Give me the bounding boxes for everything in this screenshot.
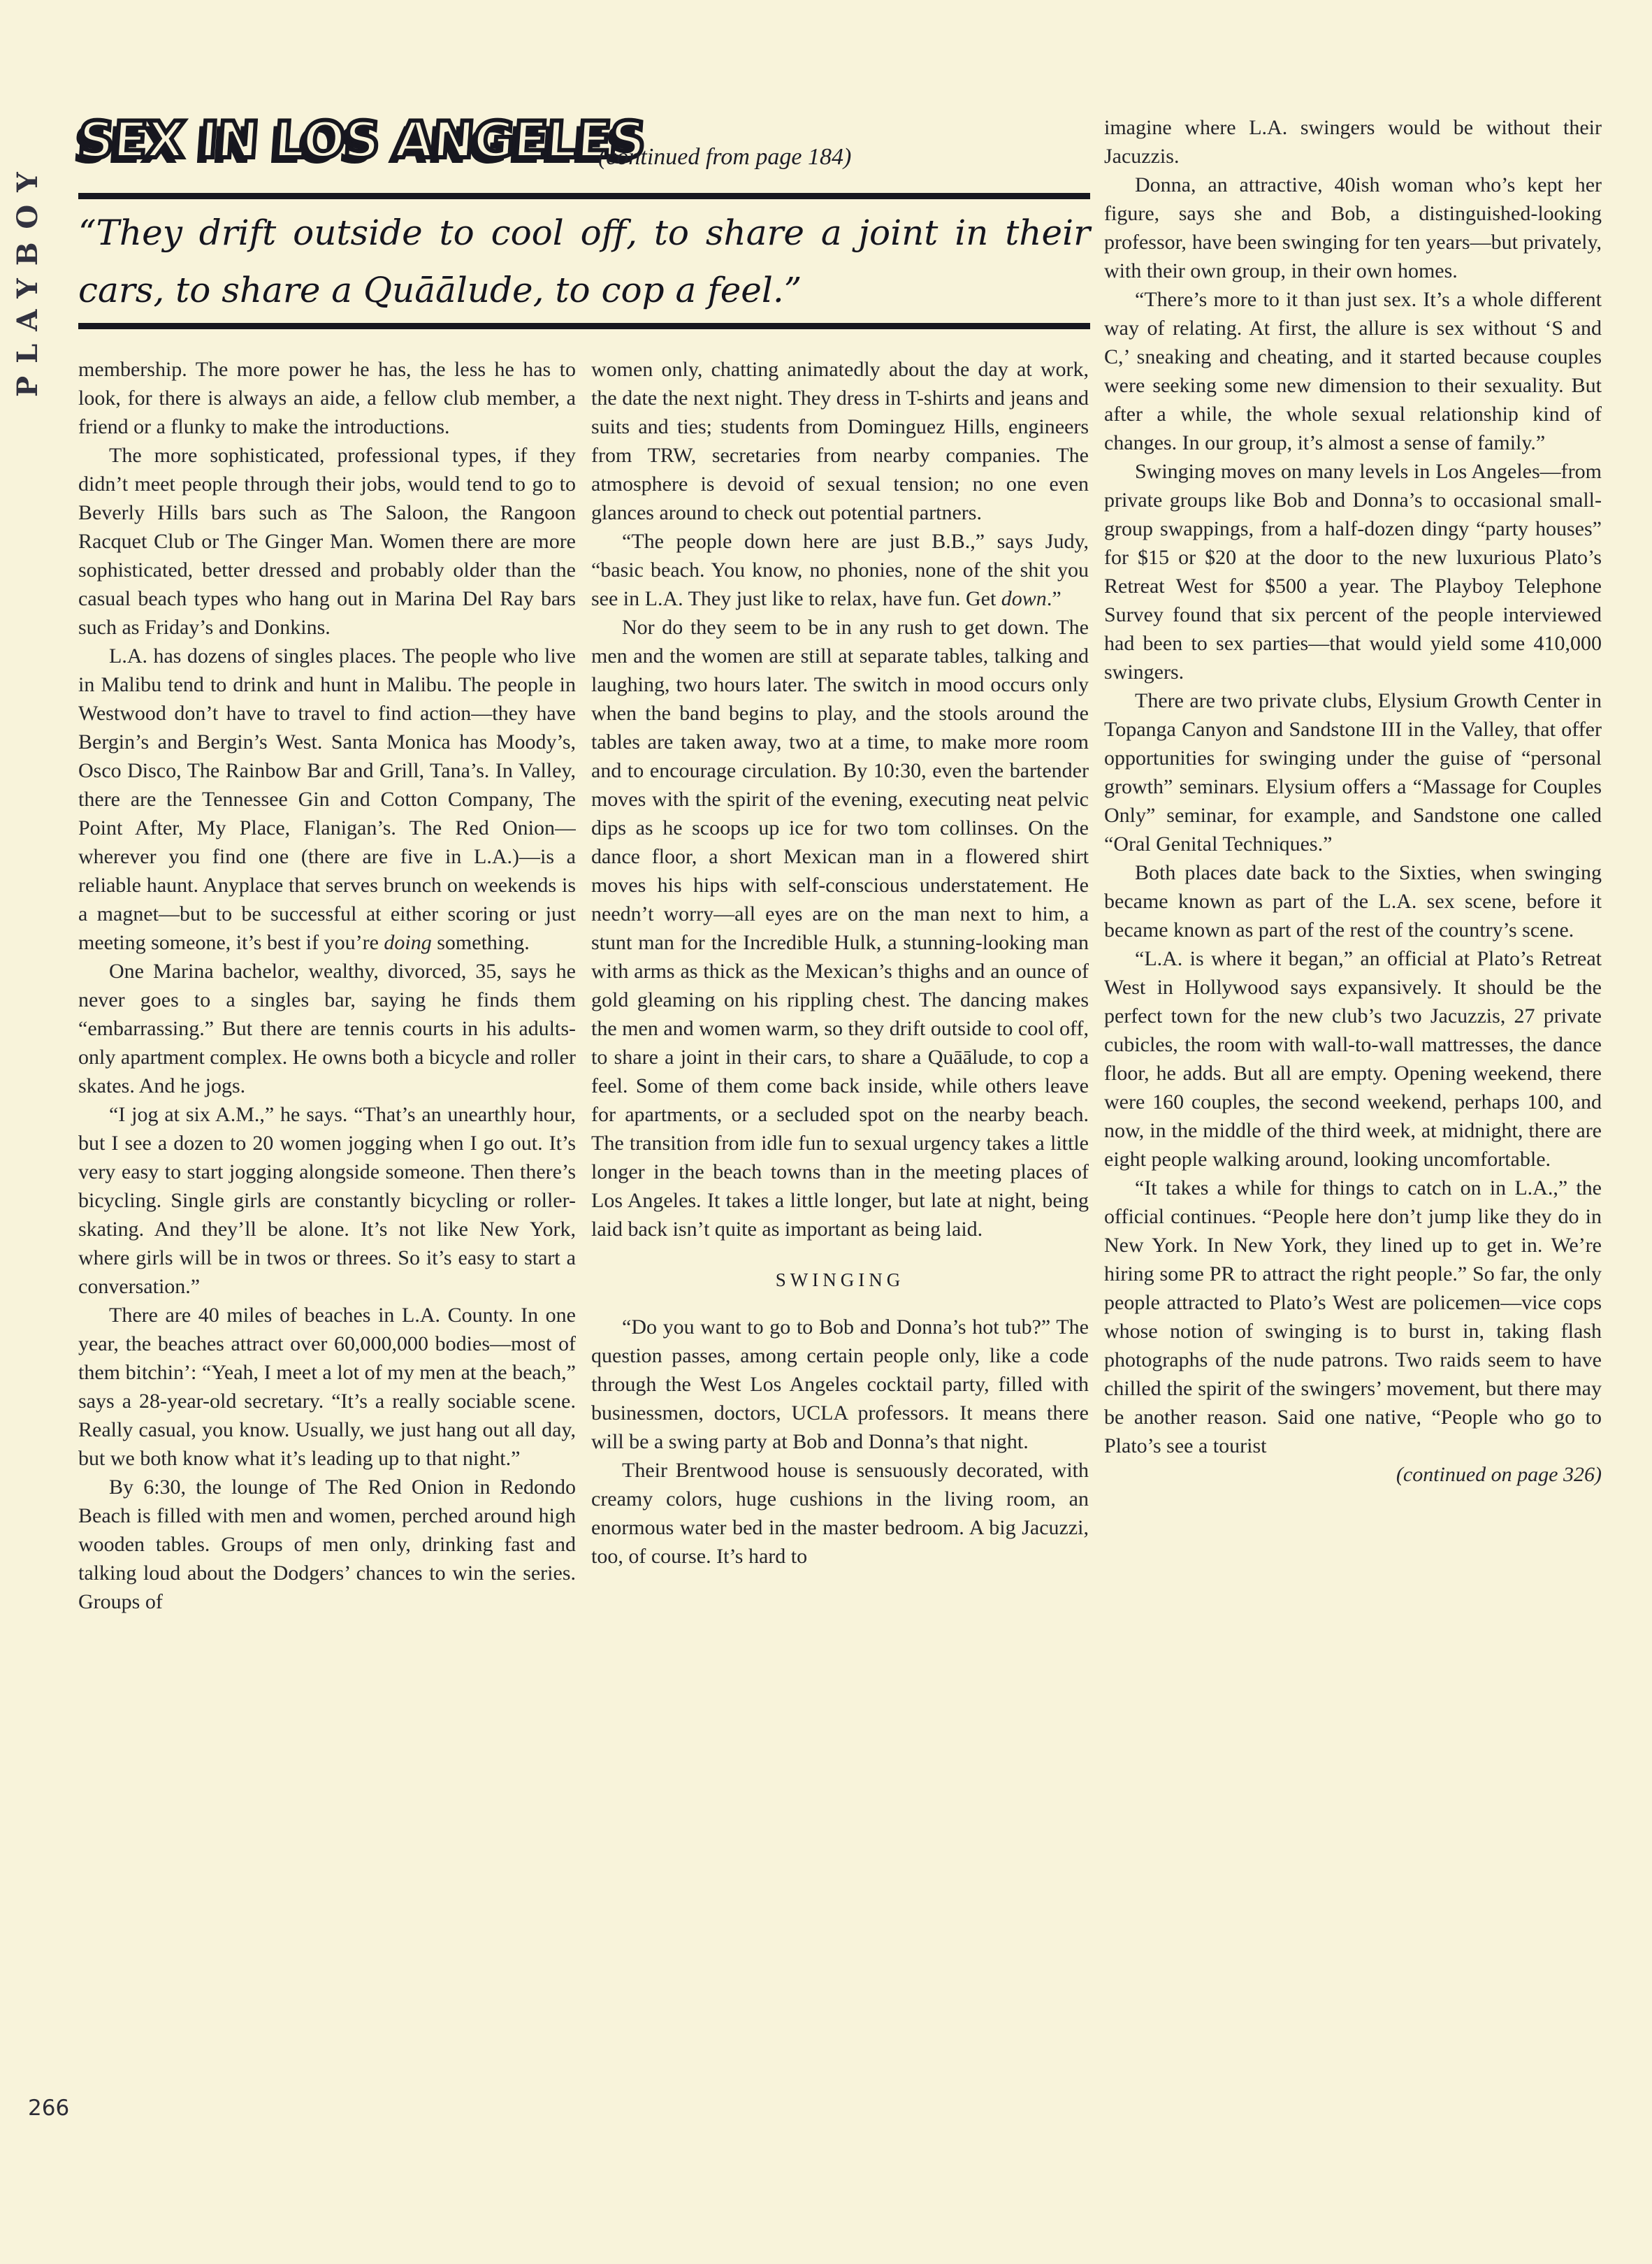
paragraph [591,527,1089,613]
body-text: women only, chatting animatedly about the day at work, the date the next night. They dress in T-shirts and jeans and suits and ties; students from Dominguez Hills, engineers from TRW, secretaries from nearby companies. The atmosphere is devoid of sexual tension; no one even glances around to check out potential partners. [591,358,1089,524]
paragraph [1104,171,1602,285]
continued-from-note: (continued from page 184) [598,144,852,170]
body-text: imagine where L.A. swingers would be without their Jacuzzis. [1104,116,1602,168]
body-text: “Do you want to go to Bob and Donna’s hot tub?” The question passes, among certain people only, like a code through the West Los Angeles cocktail party, filled with businessmen, doctors, UCLA professors. It means there will be a swing party at Bob and Donna’s that night. [591,1315,1089,1453]
text-column-1 [78,355,576,2158]
body-text: Donna, an attractive, 40ish woman who’s kept her figure, says she and Bob, a distinguished-looking professor, have been swinging for ten years—but privately, with their own group, in their own homes. [1104,173,1602,282]
page-number: 266 [28,2096,70,2121]
body-text: Nor do they seem to be in any rush to get down. The men and the women are still at separate tables, talking and laughing, two hours later. The switch in mood occurs only when the band begins to play, and the stools around the tables are taken away, two at a time, to make more room and to encourage circulation. By 10:30, even the bartender moves with the spirit of the evening, executing neat pelvic dips as he scoops up ice for two tom collinses. On the dance floor, a short Mexican man in a flowered shirt moves his hips with self-conscious understatement. He needn’t worry—all eyes are on the man next to him, a stunt man for the Incredible Hulk, a stunning-looking man with arms as thick as the Mexican’s thighs and an ounce of gold gleaming on his rippling chest. The dancing makes the men and women warm, so they drift outside to cool off, to share a joint in their cars, to share a Quāālude, to cop a feel. Some of them come back inside, while others leave for apartments, or a secluded spot on the nearby beach. The transition from idle fun to sexual urgency takes a little longer in the beach towns than in the meeting places of Los Angeles. It takes a little longer, but late at night, being laid back isn’t quite as important as being laid. [591,616,1089,1241]
paragraph [591,1313,1089,1456]
paragraph [78,1301,576,1473]
paragraph [1104,944,1602,1174]
italic-text: doing [384,931,432,954]
body-text: There are two private clubs, Elysium Growth Center in Topanga Canyon and Sandstone III in the Valley, that offer opportunities for swinging under the guise of “personal growth” seminars. Elysium offers a “Massage for Couples Only” seminar, for example, and Sandstone one called “Oral Genital Techniques.” [1104,689,1602,856]
body-text: There are 40 miles of beaches in L.A. County. In one year, the beaches attract over 60,000,000 bodies—most of them bitchin’: “Yeah, I meet a lot of my men at the beach,” says a 28-year-old secretary. “It’s a really sociable scene. Really casual, you know. Usually, we just hang out all day, but we both know what it’s leading up to that night.” [78,1304,576,1470]
body-text: “I jog at six A.M.,” he says. “That’s an unearthly hour, but I see a dozen to 20 women jogging when I go out. It’s very easy to start jogging alongside someone. Then there’s bicycling. Single girls are constantly bicycling or roller-skating. And they’ll be alone. It’s not like New York, where girls will be in twos or threes. So it’s easy to start a conversation.” [78,1103,576,1298]
text-column-2 [591,355,1089,2172]
italic-text: down [1001,587,1047,610]
italic-text: (continued on page 326) [1396,1463,1602,1486]
body-text: “L.A. is where it began,” an official at Plato’s Retreat West in Hollywood says expansively. It should be the perfect town for the new club’s two Jacuzzis, 27 private cubicles, the room with wall-to-wall mattresses, the dance floor, he adds. But all are empty. Opening weekend, there were 160 couples, the second weekend, perhaps 100, and now, in the middle of the third week, at midnight, there are eight people walking around, looking uncomfortable. [1104,947,1602,1171]
paragraph [78,957,576,1100]
paragraph [78,1473,576,1616]
pull-quote: “They drift outside to cool off, to share a joint in their cars, to share a Quāālude, to cop a feel.” [78,212,1090,310]
paragraph [1104,686,1602,858]
horizontal-rule-top [78,193,1090,199]
body-text: “The people down here are just B.B.,” says Judy, “basic beach. You know, no phonies, none of the shit you see in L.A. They just like to relax, have fun. Get [591,530,1089,610]
magazine-spine-text: PLAYBOY [11,159,44,397]
paragraph [591,355,1089,527]
body-text: L.A. has dozens of singles places. The people who live in Malibu tend to drink and hunt in Malibu. The people in Westwood don’t have to travel to find action—they have Bergin’s and Bergin’s West. Santa Monica has Moody’s, Osco Disco, The Rainbow Bar and Grill, Tana’s. In Valley, there are the Tennessee Gin and Cotton Company, The Point After, My Place, Flanigan’s. The Red Onion—wherever you find one (there are five in L.A.)—is a reliable haunt. Anyplace that serves brunch on weekends is a magnet—but to be successful at either scoring or just meeting someone, it’s best if you’re [78,644,576,954]
body-text: membership. The more power he has, the less he has to look, for there is always an aide, a fellow club member, a friend or a flunky to make the introductions. [78,358,576,438]
body-text: Both places date back to the Sixties, when swinging became known as part of the L.A. sex scene, before it became known as part of the rest of the country’s scene. [1104,861,1602,942]
body-text: Swinging moves on many levels in Los Angeles—from private groups like Bob and Donna’s to occasional small-group swappings, from a half-dozen dingy “party houses” for $15 or $20 at the door to the new luxurious Plato’s Retreat West for $500 a year. The Playboy Telephone Survey found that six percent of the people interviewed had been to sex parties—that would yield some 410,000 swingers. [1104,460,1602,684]
paragraph [78,355,576,441]
paragraph [1104,858,1602,944]
body-text: .” [1046,587,1062,610]
paragraph [1104,113,1602,171]
body-text: One Marina bachelor, wealthy, divorced, 35, says he never goes to a singles bar, saying he finds them “embarrassing.” But there are tennis courts in his adults-only apartment complex. He owns both a bicycle and roller skates. And he jogs. [78,960,576,1097]
paragraph [1104,1174,1602,1460]
body-text: “It takes a while for things to catch on in L.A.,” the official continues. “People here don’t jump like they do in New York. In New York, they lined up to get in. We’re hiring some PR to attract the right people.” So far, the only people attracted to Plato’s West are policemen—vice cops whose notion of swinging is to burst in, taking flash photographs of the nude patrons. Two raids seem to have chilled the spirit of the swingers’ movement, but there may be another reason. Said one native, “People who go to Plato’s see a tourist [1104,1176,1602,1457]
body-text: By 6:30, the lounge of The Red Onion in Redondo Beach is filled with men and women, perched around high wooden tables. Groups of men only, drinking fast and talking loud about the Dodgers’ chances to win the series. Groups of [78,1476,576,1613]
paragraph [1104,285,1602,457]
section-heading: SWINGING [775,1269,905,1290]
paragraph [1104,457,1602,686]
body-text: something. [431,931,530,954]
article-title-logo: SEX IN LOS ANGELES [76,110,647,169]
body-text: “There’s more to it than just sex. It’s a whole different way of relating. At first, the allure is sex without ‘S and C,’ sneaking and cheating, and it started because couples were seeking some new dimension to their sexuality. But after a while, the whole sexual relationship kind of changes. In our group, it’s almost a sense of family.” [1104,288,1602,454]
horizontal-rule-bottom [78,323,1090,329]
paragraph [78,1100,576,1301]
paragraph [1104,1460,1602,1489]
paragraph [78,441,576,642]
paragraph [591,1456,1089,1571]
body-text: Their Brentwood house is sensuously decorated, with creamy colors, huge cushions in the living room, an enormous water bed in the master bedroom. A big Jacuzzi, too, of course. It’s hard to [591,1459,1089,1568]
body-text: The more sophisticated, professional types, if they didn’t meet people through their jobs, would tend to go to Beverly Hills bars such as The Saloon, the Rangoon Racquet Club or The Ginger Man. Women there are more sophisticated, better dressed and probably older than the casual beach types who hang out in Marina Del Ray bars such as Friday’s and Donkins. [78,444,576,639]
paragraph [78,642,576,957]
text-column-3 [1104,113,1602,2182]
paragraph [591,613,1089,1243]
